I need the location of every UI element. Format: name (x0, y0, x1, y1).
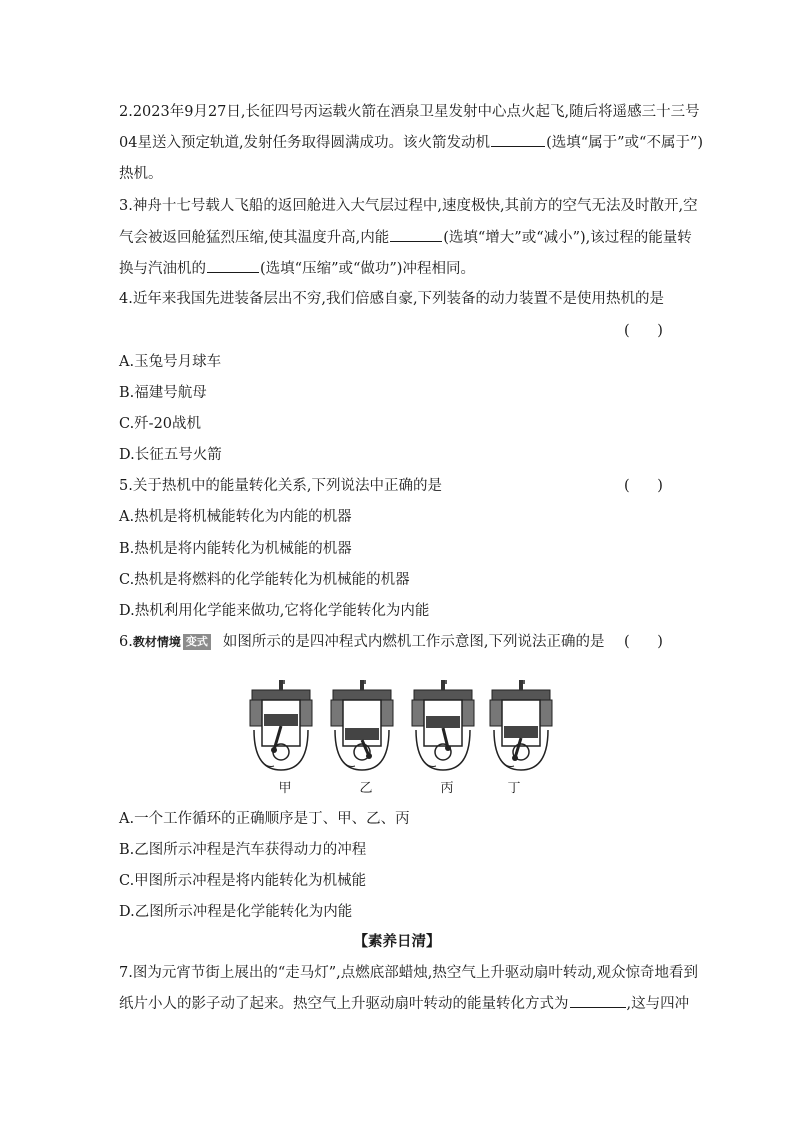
figure-label-ding: 丁 (507, 781, 521, 796)
q7-line-2-text: 纸片小人的影子动了起来。热空气上升驱动扇叶转动的能量转化方式为 (119, 996, 569, 1012)
q5-stem: 5.关于热机中的能量转化关系,下列说法中正确的是 (119, 478, 442, 494)
figure-label-jia: 甲 (278, 781, 292, 796)
q4-option-c[interactable]: C.歼-20战机 (119, 416, 202, 432)
section-title: 【素养日清】 (353, 933, 441, 950)
q2-line-2-hint: (选填“属于”或“不属于”) (546, 135, 704, 151)
q4-option-b[interactable]: B.福建号航母 (119, 385, 207, 401)
engine-diagram-jia (244, 680, 318, 772)
q5-option-b[interactable]: B.热机是将内能转化为机械能的机器 (119, 541, 352, 557)
engine-diagram-ding (484, 680, 558, 772)
q6-stem: 如图所示的是四冲程式内燃机工作示意图,下列说法正确的是 (222, 634, 605, 650)
q5-option-c[interactable]: C.热机是将燃料的化学能转化为机械能的机器 (119, 572, 410, 588)
figure-label-yi: 乙 (359, 781, 373, 796)
q6-option-a[interactable]: A.一个工作循环的正确顺序是丁、甲、乙、丙 (119, 811, 410, 827)
q2-line-1: 2.2023年9月27日,长征四号丙运载火箭在酒泉卫星发射中心点火起飞,随后将遥感三十三号 (119, 104, 700, 120)
q7-line-2-tail: ,这与四冲 (626, 996, 690, 1012)
q3-line-3-text: 换与汽油机的 (119, 261, 206, 277)
q5-option-d[interactable]: D.热机利用化学能来做功,它将化学能转化为内能 (119, 603, 430, 619)
q6-context-tag: 教材情境 (132, 635, 181, 649)
q6-option-d[interactable]: D.乙图所示冲程是化学能转化为内能 (119, 904, 353, 920)
q3-answer-blank-2[interactable] (207, 258, 259, 273)
q6-number: 6. (119, 634, 133, 650)
q3-answer-blank-1[interactable] (390, 227, 442, 242)
q5-answer-paren[interactable]: ( ) (624, 478, 663, 494)
q7-answer-blank[interactable] (570, 993, 626, 1008)
q7-line-2 (119, 993, 689, 1015)
q3-line-2-text: 气会被返回舱猛烈压缩,使其温度升高,内能 (119, 230, 390, 246)
q2-line-2-text: 04星送入预定轨道,发射任务取得圆满成功。该火箭发动机 (119, 135, 491, 151)
q3-line-3 (119, 258, 475, 280)
engine-diagram-bing (406, 680, 480, 772)
q7-line-1: 7.图为元宵节街上展出的“走马灯”,点燃底部蜡烛,热空气上升驱动扇叶转动,观众惊奇地看到 (119, 965, 698, 981)
q3-line-2-hint: (选填“增大”或“减小”),该过程的能量转 (443, 230, 692, 246)
q6-option-b[interactable]: B.乙图所示冲程是汽车获得动力的冲程 (119, 842, 367, 858)
q2-answer-blank[interactable] (491, 132, 545, 147)
q3-line-1: 3.神舟十七号载人飞船的返回舱进入大气层过程中,速度极快,其前方的空气无法及时散开,空 (119, 198, 698, 214)
q5-option-a[interactable]: A.热机是将机械能转化为内能的机器 (119, 509, 352, 525)
q4-answer-paren[interactable]: ( ) (624, 323, 663, 339)
q6-option-c[interactable]: C.甲图所示冲程是将内能转化为机械能 (119, 873, 367, 889)
q4-option-a[interactable]: A.玉兔号月球车 (119, 354, 222, 370)
q3-line-3-hint: (选填“压缩”或“做功”)冲程相同。 (260, 261, 475, 277)
q4-option-d[interactable]: D.长征五号火箭 (119, 447, 222, 463)
q6-answer-paren[interactable]: ( ) (624, 634, 663, 650)
q3-line-2 (119, 227, 692, 249)
q6-stem-line (119, 631, 604, 653)
q4-stem: 4.近年来我国先进装备层出不穷,我们倍感自豪,下列装备的动力装置不是使用热机的是 (119, 291, 665, 307)
q2-line-2 (119, 132, 703, 154)
q2-line-3: 热机。 (119, 166, 163, 182)
figure-label-bing: 丙 (440, 781, 454, 796)
engine-diagram-yi (325, 680, 399, 772)
q6-variant-badge: 变式 (183, 634, 211, 650)
